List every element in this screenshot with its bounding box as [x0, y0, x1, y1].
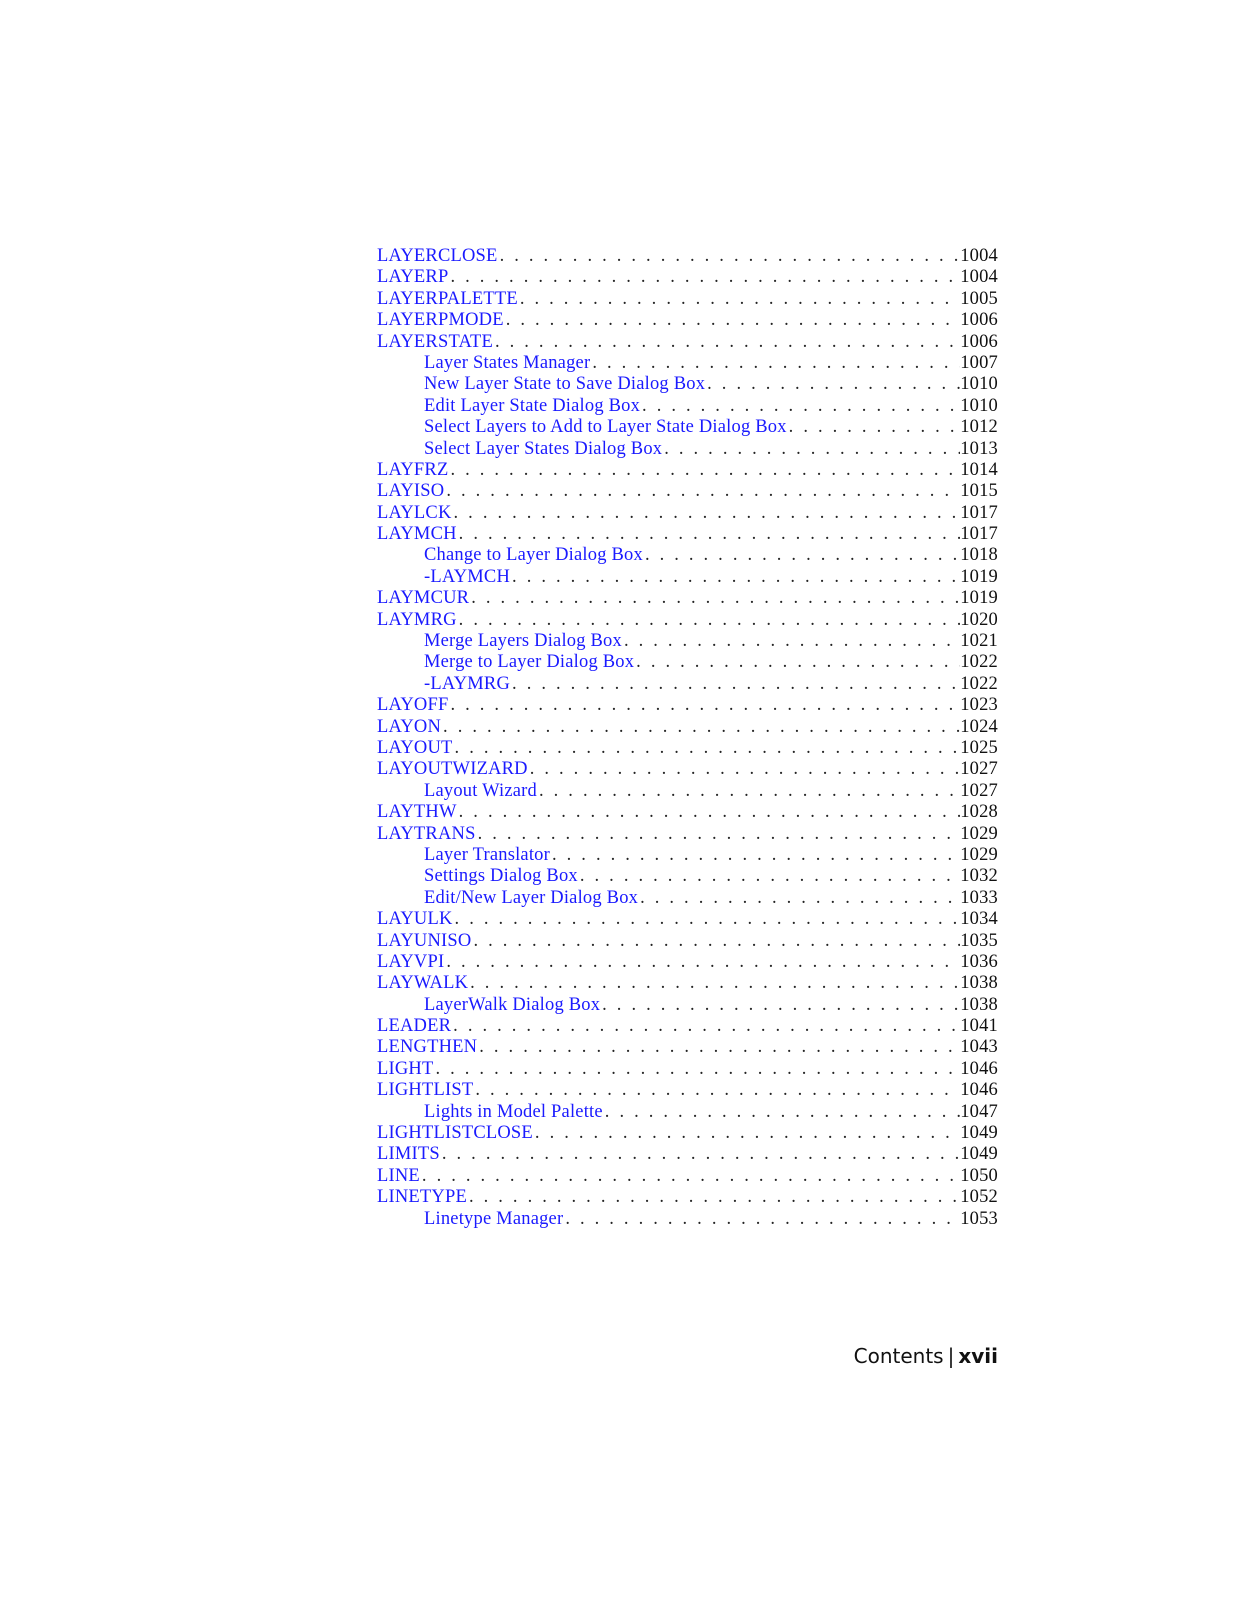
- dot-leader: [453, 909, 961, 930]
- dot-leader: [518, 289, 960, 310]
- toc-entry: [377, 973, 998, 994]
- toc-entry-link[interactable]: Merge Layers Dialog Box: [424, 631, 622, 652]
- toc-entry: [377, 353, 998, 374]
- dot-leader: [662, 439, 960, 460]
- toc-entry-page-number: 1015: [960, 481, 998, 502]
- toc-entry-page-number: 1004: [960, 267, 998, 288]
- toc-entry-page-number: 1005: [960, 288, 998, 309]
- dot-leader: [600, 995, 960, 1016]
- toc-entry-page-number: 1028: [960, 802, 998, 823]
- table-of-contents: [377, 246, 998, 1230]
- toc-entry: [377, 610, 998, 631]
- toc-entry-link[interactable]: -LAYMCH: [424, 566, 511, 587]
- dot-leader: [444, 481, 960, 502]
- toc-entry: [377, 374, 998, 395]
- toc-entry: [377, 1187, 998, 1208]
- toc-entry-link[interactable]: LINE: [377, 1165, 420, 1186]
- toc-entry-page-number: 1021: [960, 631, 998, 652]
- toc-entry-link[interactable]: LAYUNISO: [377, 930, 472, 951]
- toc-entry-page-number: 1010: [960, 374, 998, 395]
- toc-entry-page-number: 1029: [960, 844, 998, 865]
- toc-entry-page-number: 1052: [960, 1187, 998, 1208]
- toc-entry-link[interactable]: LAYTHW: [377, 802, 457, 823]
- dot-leader: [578, 866, 960, 887]
- toc-entry-page-number: 1027: [960, 759, 998, 780]
- toc-entry-page-number: 1049: [960, 1123, 998, 1144]
- toc-entry: [377, 931, 998, 952]
- toc-entry-link[interactable]: LAYERPMODE: [377, 310, 504, 331]
- toc-entry-link[interactable]: LIGHTLISTCLOSE: [377, 1123, 533, 1144]
- toc-entry: [377, 1123, 998, 1144]
- dot-leader: [457, 610, 961, 631]
- toc-entry: [377, 802, 998, 823]
- dot-leader: [510, 567, 960, 588]
- toc-entry-link[interactable]: LIGHTLIST: [377, 1080, 474, 1101]
- toc-entry-page-number: 1022: [960, 652, 998, 673]
- toc-entry-page-number: 1032: [960, 866, 998, 887]
- toc-entry: [377, 717, 998, 738]
- toc-entry: [377, 332, 998, 353]
- toc-entry-page-number: 1010: [960, 395, 998, 416]
- dot-leader: [476, 824, 961, 845]
- toc-entry-page-number: 1035: [960, 930, 998, 951]
- dot-leader: [440, 1144, 960, 1165]
- toc-entry-page-number: 1053: [960, 1208, 998, 1229]
- toc-entry: [377, 567, 998, 588]
- dot-leader: [590, 353, 960, 374]
- dot-leader: [453, 738, 961, 759]
- toc-entry-link[interactable]: LAYOUTWIZARD: [377, 759, 528, 780]
- dot-leader: [705, 374, 960, 395]
- toc-entry: [377, 1209, 998, 1230]
- toc-entry: [377, 995, 998, 1016]
- toc-entry-page-number: 1017: [960, 502, 998, 523]
- toc-entry: [377, 460, 998, 481]
- toc-entry-link[interactable]: LAYERCLOSE: [377, 246, 498, 266]
- toc-entry-link[interactable]: LEADER: [377, 1016, 452, 1037]
- toc-entry-link[interactable]: -LAYMRG: [424, 673, 511, 694]
- dot-leader: [787, 417, 961, 438]
- toc-entry-link[interactable]: Layer States Manager: [424, 352, 591, 373]
- toc-entry: [377, 909, 998, 930]
- dot-leader: [467, 1187, 960, 1208]
- toc-entry-page-number: 1033: [960, 887, 998, 908]
- toc-entry-link[interactable]: LAYLCK: [377, 502, 452, 523]
- dot-leader: [469, 588, 960, 609]
- toc-entry: [377, 1102, 998, 1123]
- toc-entry-link[interactable]: Layout Wizard: [424, 780, 537, 801]
- toc-entry: [377, 267, 998, 288]
- dot-leader: [528, 759, 960, 780]
- toc-entry: [377, 588, 998, 609]
- toc-entry-page-number: 1017: [960, 524, 998, 545]
- dot-leader: [448, 267, 960, 288]
- dot-leader: [563, 1209, 960, 1230]
- toc-entry-link[interactable]: Lights in Model Palette: [424, 1101, 603, 1122]
- toc-entry-link[interactable]: LENGTHEN: [377, 1037, 478, 1058]
- dot-leader: [420, 1166, 960, 1187]
- toc-entry-link[interactable]: Merge to Layer Dialog Box: [424, 652, 635, 673]
- dot-leader: [640, 396, 960, 417]
- toc-entry: [377, 1016, 998, 1037]
- toc-entry-page-number: 1018: [960, 545, 998, 566]
- footer-separator: |: [947, 1344, 955, 1368]
- toc-entry: [377, 1037, 998, 1058]
- toc-entry-link[interactable]: LAYMRG: [377, 609, 457, 630]
- toc-entry-link[interactable]: Edit Layer State Dialog Box: [424, 395, 641, 416]
- toc-entry: [377, 952, 998, 973]
- toc-entry-link[interactable]: Linetype Manager: [424, 1208, 564, 1229]
- dot-leader: [638, 888, 960, 909]
- toc-entry: [377, 396, 998, 417]
- toc-entry-link[interactable]: Select Layer States Dialog Box: [424, 438, 663, 459]
- toc-entry: [377, 503, 998, 524]
- toc-entry: [377, 781, 998, 802]
- toc-entry: [377, 545, 998, 566]
- toc-entry-page-number: 1038: [960, 973, 998, 994]
- toc-entry-link[interactable]: LAYOUT: [377, 737, 453, 758]
- toc-entry: [377, 439, 998, 460]
- dot-leader: [498, 246, 961, 267]
- toc-entry: [377, 1059, 998, 1080]
- dot-leader: [477, 1037, 960, 1058]
- toc-entry: [377, 1144, 998, 1165]
- toc-entry: [377, 674, 998, 695]
- dot-leader: [537, 781, 960, 802]
- toc-entry-link[interactable]: LINETYPE: [377, 1187, 467, 1208]
- dot-leader: [533, 1123, 960, 1144]
- toc-entry-link[interactable]: Settings Dialog Box: [424, 866, 578, 887]
- toc-entry-page-number: 1022: [960, 673, 998, 694]
- dot-leader: [603, 1102, 960, 1123]
- toc-entry-page-number: 1046: [960, 1080, 998, 1101]
- dot-leader: [457, 524, 961, 545]
- toc-entry-page-number: 1013: [960, 438, 998, 459]
- toc-entry-link[interactable]: LAYWALK: [377, 973, 469, 994]
- toc-entry: [377, 845, 998, 866]
- toc-entry: [377, 246, 998, 267]
- toc-entry-link[interactable]: LAYERSTATE: [377, 331, 493, 352]
- toc-entry-link[interactable]: LAYON: [377, 716, 442, 737]
- toc-entry-link[interactable]: LAYERP: [377, 267, 449, 288]
- toc-entry-page-number: 1014: [960, 459, 998, 480]
- toc-entry: [377, 695, 998, 716]
- toc-entry-link[interactable]: LayerWalk Dialog Box: [424, 994, 601, 1015]
- dot-leader: [510, 674, 960, 695]
- toc-entry-link[interactable]: LAYULK: [377, 909, 453, 930]
- toc-entry: [377, 481, 998, 502]
- page-footer: [854, 1344, 998, 1368]
- dot-leader: [634, 652, 960, 673]
- dot-leader: [444, 952, 960, 973]
- toc-entry-page-number: 1007: [960, 352, 998, 373]
- toc-entry-link[interactable]: LAYTRANS: [377, 823, 476, 844]
- toc-entry: [377, 1166, 998, 1187]
- toc-entry-link[interactable]: Layer Translator: [424, 844, 550, 865]
- toc-entry: [377, 759, 998, 780]
- dot-leader: [550, 845, 960, 866]
- toc-entry: [377, 824, 998, 845]
- toc-entry-page-number: 1012: [960, 417, 998, 438]
- toc-entry-page-number: 1041: [960, 1016, 998, 1037]
- dot-leader: [457, 802, 961, 823]
- dot-leader: [451, 1016, 960, 1037]
- dot-leader: [493, 332, 960, 353]
- toc-entry-page-number: 1046: [960, 1058, 998, 1079]
- toc-entry-page-number: 1020: [960, 609, 998, 630]
- page-number: xvii: [958, 1344, 998, 1368]
- toc-entry-page-number: 1038: [960, 994, 998, 1015]
- dot-leader: [622, 631, 960, 652]
- toc-entry-page-number: 1034: [960, 909, 998, 930]
- toc-entry-page-number: 1036: [960, 951, 998, 972]
- toc-entry-link[interactable]: New Layer State to Save Dialog Box: [424, 374, 706, 395]
- toc-entry-page-number: 1004: [960, 246, 998, 266]
- toc-entry-page-number: 1019: [960, 566, 998, 587]
- toc-entry-link[interactable]: LAYISO: [377, 481, 445, 502]
- dot-leader: [433, 1059, 960, 1080]
- dot-leader: [441, 717, 960, 738]
- toc-entry-page-number: 1019: [960, 588, 998, 609]
- toc-entry-link[interactable]: LIGHT: [377, 1058, 434, 1079]
- toc-entry-link[interactable]: LAYMCH: [377, 524, 457, 545]
- toc-entry-page-number: 1050: [960, 1165, 998, 1186]
- dot-leader: [448, 695, 960, 716]
- toc-entry-page-number: 1024: [960, 716, 998, 737]
- toc-entry-page-number: 1047: [960, 1101, 998, 1122]
- toc-entry: [377, 888, 998, 909]
- toc-entry-page-number: 1006: [960, 331, 998, 352]
- dot-leader: [643, 545, 960, 566]
- footer-section-label: Contents: [853, 1344, 944, 1368]
- dot-leader: [452, 503, 961, 524]
- toc-entry: [377, 866, 998, 887]
- toc-entry: [377, 1080, 998, 1101]
- toc-entry-link[interactable]: Change to Layer Dialog Box: [424, 545, 643, 566]
- toc-entry-page-number: 1029: [960, 823, 998, 844]
- toc-entry-link[interactable]: LAYERPALETTE: [377, 288, 518, 309]
- toc-entry-link[interactable]: Edit/New Layer Dialog Box: [424, 887, 639, 908]
- toc-entry: [377, 524, 998, 545]
- toc-entry-page-number: 1049: [960, 1144, 998, 1165]
- toc-entry-page-number: 1043: [960, 1037, 998, 1058]
- toc-entry: [377, 738, 998, 759]
- toc-entry-page-number: 1006: [960, 310, 998, 331]
- toc-entry: [377, 417, 998, 438]
- toc-entry-page-number: 1023: [960, 695, 998, 716]
- toc-entry-link[interactable]: LAYOFF: [377, 695, 449, 716]
- dot-leader: [448, 460, 960, 481]
- dot-leader: [504, 310, 960, 331]
- toc-entry: [377, 310, 998, 331]
- toc-entry-link[interactable]: LIMITS: [377, 1144, 440, 1165]
- dot-leader: [468, 973, 960, 994]
- toc-entry-page-number: 1025: [960, 737, 998, 758]
- toc-entry: [377, 631, 998, 652]
- toc-entry-link[interactable]: LAYMCUR: [377, 588, 470, 609]
- toc-entry-page-number: 1027: [960, 780, 998, 801]
- toc-entry: [377, 289, 998, 310]
- dot-leader: [471, 931, 960, 952]
- dot-leader: [473, 1080, 960, 1101]
- toc-entry-link[interactable]: LAYFRZ: [377, 459, 449, 480]
- toc-entry-link[interactable]: Select Layers to Add to Layer State Dialog Box: [424, 417, 787, 438]
- toc-entry-link[interactable]: LAYVPI: [377, 951, 445, 972]
- toc-entry: [377, 652, 998, 673]
